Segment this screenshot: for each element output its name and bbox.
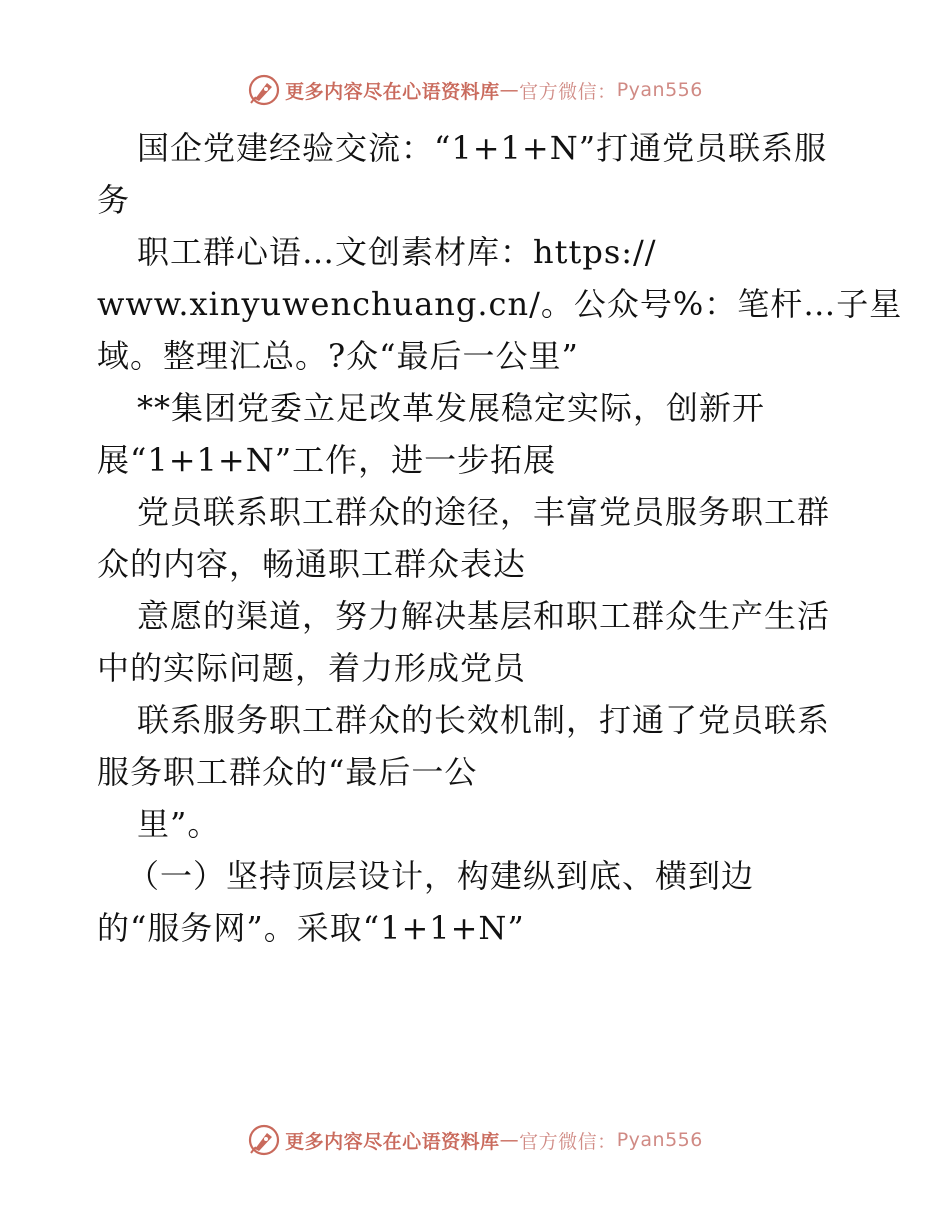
header-banner	[0, 70, 950, 110]
banner-main-text: 更多内容尽在心语资料库	[285, 80, 500, 103]
footer-banner	[0, 1120, 950, 1160]
section-heading-line: （一）坚持顶层设计，构建纵到底、横到边	[127, 857, 755, 895]
paragraph-line: **集团党委立足改革发展稳定实际，创新开	[137, 389, 766, 427]
paragraph-line: 联系服务职工群众的长效机制，打通了党员联系	[137, 701, 831, 739]
paragraph-line: 里”。	[137, 805, 221, 843]
paragraph-line: 意愿的渠道，努力解决基层和职工群众生产生活	[137, 597, 831, 635]
paragraph-line: 服务职工群众的“最后一公	[97, 753, 478, 791]
banner-wechat-id: Pyan556	[616, 1129, 703, 1151]
pen-nib-logo-icon	[247, 73, 281, 107]
banner-main-text: 更多内容尽在心语资料库	[285, 1130, 500, 1153]
document-title-line-1: 国企党建经验交流：“1+1+N”打通党员联系服	[137, 129, 828, 167]
paragraph-line: www.xinyuwenchuang.cn/。公众号%：笔杆…子星	[97, 285, 903, 323]
banner-wechat-label: 官方微信：	[519, 1130, 617, 1153]
banner-dash: —	[499, 1129, 520, 1151]
paragraph-line: 域。整理汇总。?众“最后一公里”	[97, 337, 579, 375]
paragraph-line: 职工群心语…文创素材库：https://	[137, 233, 657, 271]
paragraph-line: 党员联系职工群众的途径，丰富党员服务职工群	[137, 493, 831, 531]
paragraph-line: 展“1+1+N”工作，进一步拓展	[97, 441, 557, 479]
document-body	[97, 122, 903, 954]
banner-wechat-id: Pyan556	[616, 79, 703, 101]
paragraph-line: 中的实际问题，着力形成党员	[97, 649, 527, 687]
paragraph-line: 众的内容，畅通职工群众表达	[97, 545, 527, 583]
banner-wechat-label: 官方微信：	[519, 80, 617, 103]
pen-nib-logo-icon	[247, 1123, 281, 1157]
paragraph-line: 的“服务网”。采取“1+1+N”	[97, 909, 525, 947]
document-title-line-2: 务	[97, 181, 131, 219]
banner-dash: —	[499, 79, 520, 101]
